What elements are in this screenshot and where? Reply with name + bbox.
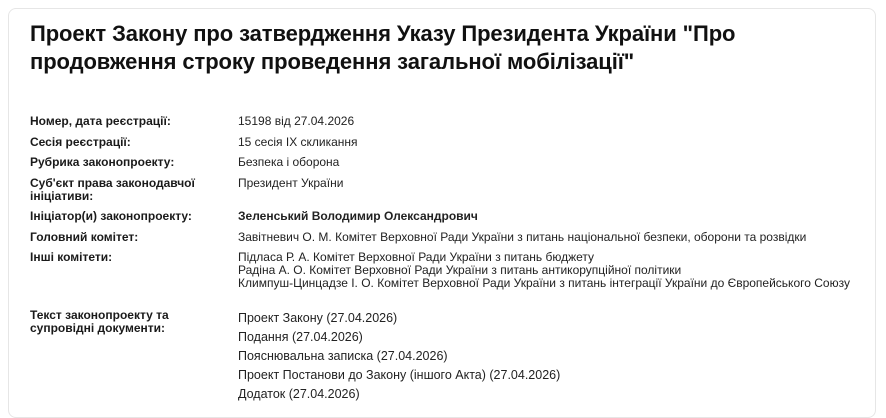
field-value: 15 сесія IX скликання	[238, 135, 358, 149]
field-value: 15198 від 27.04.2026	[238, 114, 355, 128]
committee-item: Климпуш-Цинцадзе І. О. Комітет Верховної Ради України з питань інтеграції України до Європейського Союзу	[238, 276, 850, 290]
documents-list	[238, 309, 858, 404]
field-label: Номер, дата реєстрації:	[30, 114, 171, 128]
field-value: Безпека і оборона	[238, 155, 340, 169]
field-value: Завітневич О. М. Комітет Верховної Ради України з питань національної безпеки, оборони та розвідки	[238, 230, 807, 244]
field-label: Ініціатор(и) законопроекту:	[30, 209, 192, 223]
document-link[interactable]: Подання (27.04.2026)	[238, 330, 363, 344]
field-label: Текст законопроекту та супровідні документи:	[30, 308, 169, 335]
committee-item: Радіна А. О. Комітет Верховної Ради України з питань антикорупційної політики	[238, 263, 682, 277]
document-link[interactable]: Додаток (27.04.2026)	[238, 387, 360, 401]
committee-item: Підласа Р. А. Комітет Верховної Ради України з питань бюджету	[238, 250, 595, 264]
document-link[interactable]: Пояснювальна записка (27.04.2026)	[238, 349, 448, 363]
field-value: Президент України	[238, 176, 344, 190]
field-label: Суб'єкт права законодавчої ініціативи:	[30, 176, 195, 203]
page-title: Проект Закону про затвердження Указу Президента України "Про продовження строку проведення загальної мобілізації"	[30, 21, 736, 74]
field-value: Зеленський Володимир Олександрович	[238, 209, 478, 223]
document-link[interactable]: Проект Постанови до Закону (іншого Акта) (27.04.2026)	[238, 368, 561, 382]
document-link[interactable]: Проект Закону (27.04.2026)	[238, 311, 398, 325]
field-label: Головний комітет:	[30, 230, 139, 244]
field-label: Інші комітети:	[30, 250, 113, 264]
field-label: Рубрика законопроекту:	[30, 155, 175, 169]
field-value	[238, 251, 858, 290]
field-label: Сесія реєстрації:	[30, 135, 131, 149]
